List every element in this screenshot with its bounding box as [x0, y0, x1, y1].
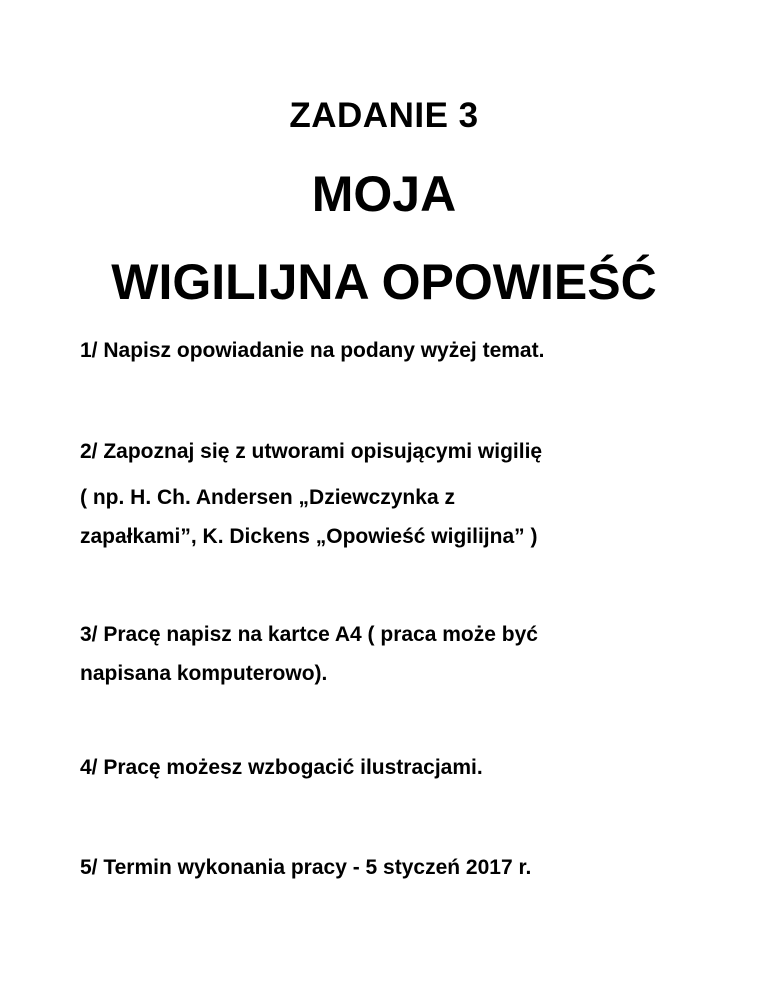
instruction-3-line-2: napisana komputerowo).: [80, 662, 328, 685]
instruction-4: 4/ Pracę możesz wzbogacić ilustracjami.: [80, 756, 483, 779]
instruction-1: 1/ Napisz opowiadanie na podany wyżej temat.: [80, 339, 545, 362]
instruction-5: 5/ Termin wykonania pracy - 5 styczeń 2017 r.: [80, 856, 532, 879]
instruction-3-line-1: 3/ Pracę napisz na kartce A4 ( praca może być: [80, 623, 538, 646]
instruction-2: 2/ Zapoznaj się z utworami opisującymi wigilię: [80, 440, 543, 463]
title-line-1: MOJA: [311, 166, 457, 222]
instruction-2-detail-line-1: ( np. H. Ch. Andersen „Dziewczynka z: [80, 486, 455, 509]
title-line-2: WIGILIJNA OPOWIEŚĆ: [111, 254, 657, 310]
instruction-2-detail-line-2: zapałkami”, K. Dickens „Opowieść wigilijna” ): [80, 525, 538, 548]
task-label: ZADANIE 3: [289, 96, 479, 135]
